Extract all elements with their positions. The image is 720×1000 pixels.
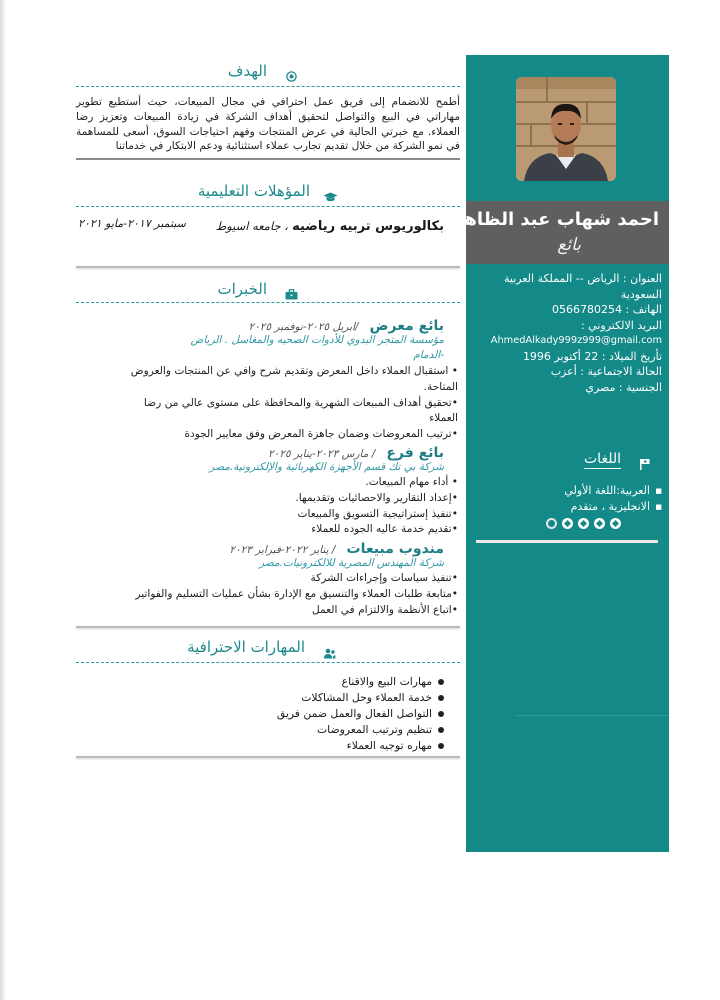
job-duties-list <box>76 571 458 618</box>
sidebar-divider <box>516 715 669 716</box>
language-item: ■ الانجليزية ، متقدم <box>474 499 662 515</box>
education-title: المؤهلات التعليمية <box>197 182 310 200</box>
skill-item: التواصل الفعال والعمل ضمن فريق <box>146 706 446 722</box>
objective-rule <box>76 86 460 87</box>
languages-list <box>474 483 662 515</box>
graduation-cap-icon <box>323 188 338 207</box>
rating-dot-filled <box>594 518 605 529</box>
address: العنوان : الرياض -- المملكة العربية السعودية <box>504 272 662 301</box>
languages-divider <box>476 540 658 543</box>
rating-dot-filled <box>578 518 589 529</box>
job-title: بائع <box>557 235 581 255</box>
contact-info <box>476 271 662 395</box>
skills-title: المهارات الاحترافية <box>187 638 305 656</box>
job-duty: •ترتيب المعروضات وضمان جاهزة المعرض وفق معايير الجودة <box>184 428 458 441</box>
education-bottom-rule <box>76 266 460 268</box>
rating-dot-filled <box>562 518 573 529</box>
skills-rule <box>76 662 460 663</box>
job-duty: المتاحة. <box>423 380 458 393</box>
company-name: مؤسسة المتجر البدوي للأدوات الصحيه والمغاسل . الرياض <box>190 334 444 346</box>
job-dates: / مارس ٢٠٢٣-يناير ٢٠٢٥ <box>268 448 376 460</box>
job-duty: العملاء <box>429 412 458 425</box>
experience-bottom-rule <box>76 626 460 628</box>
name-band <box>453 201 669 264</box>
job-duty: •تنفيذ سياسات وإجراءات الشركة <box>310 572 458 584</box>
job-duty: •تحقيق أهداف المبيعات الشهرية والمحافظة على مستوى عالي من رضا <box>143 396 458 409</box>
job-duties-list <box>76 475 458 538</box>
languages-header <box>466 451 669 475</box>
full-name: احمد شهاب عبد الظاهر <box>453 209 659 230</box>
job-duties-list <box>76 364 458 443</box>
skill-item: خدمة العملاء وحل المشاكلات <box>146 690 446 706</box>
experience-rule <box>76 302 460 303</box>
education-entry <box>216 219 444 234</box>
experience-header <box>76 280 460 304</box>
company-name: شركة بي تك قسم الأجهزة الكهربائية والإلكترونية.مصر <box>209 461 444 473</box>
target-icon <box>286 67 297 86</box>
objective-bottom-rule <box>76 158 460 160</box>
education-header <box>76 182 460 206</box>
sidebar <box>453 55 669 852</box>
skill-item: تنظيم وترتيب المعروضات <box>146 722 446 738</box>
education-rule <box>76 206 460 207</box>
objective-header <box>76 62 460 86</box>
skill-item: مهاره توجيه العملاء <box>146 738 446 754</box>
job-position: بائع فرع <box>386 445 444 461</box>
skills-bottom-rule <box>76 756 460 758</box>
experience-title: الخبرات <box>217 280 267 298</box>
phone: الهاتف : 0566780254 <box>552 303 662 316</box>
flag-icon <box>639 455 651 474</box>
profile-photo <box>516 77 616 181</box>
job-position: بائع معرض <box>369 318 444 334</box>
company-location: -الدمام <box>413 349 444 361</box>
job-duty: •متابعة طلبات العملاء والتنسيق مع الإدارة بشأن عمليات التسليم والفواتير <box>135 587 458 600</box>
job-duty: •تقديم خدمة عاليه الجوده للعملاء <box>311 523 458 536</box>
job-dates: /ابريل ٢٠٢٥-نوفمبر ٢٠٢٥ <box>248 321 359 333</box>
marital-status: الحالة الاجتماعية : أعزب <box>550 365 662 378</box>
skill-item: مهارات البيع والاقناع <box>146 674 446 690</box>
job-dates: / يناير ٢٠٢٢-فبراير ٢٠٢٣ <box>229 544 336 556</box>
rating-dot-empty <box>546 518 557 529</box>
degree: بكالوريوس تربيه رياضيه <box>292 219 444 234</box>
skills-list <box>146 674 446 754</box>
rating-dot-filled <box>610 518 621 529</box>
skills-header <box>76 638 460 662</box>
job-entry-2 <box>268 442 444 461</box>
education-dates: سبتمبر ٢٠١٧-مايو ٢٠٢١ <box>78 217 186 230</box>
objective-text: أطمح للانضمام إلى فريق عمل احترافي في مجال المبيعات، حيث أستطيع تطوير مهاراتي في البيع والتواصل لتحقيق أهداف الشركة في زيادة المبيعات وتعزيز رضا العملاء. مع خبرتي الحالية في عرض المنتجات وفهم احتياجات السوق، أسعى للمساهمة في نمو الشركة من خلال تقديم تجارب عملاء استثنائية ودعم الابتكار في خدماتنا <box>76 96 460 153</box>
languages-title: اللغات <box>584 451 621 467</box>
nationality: الجنسية : مصري <box>585 380 662 394</box>
email-label: البريد الالكتروني : <box>580 318 662 332</box>
birth-date: تأريخ الميلاد : 22 أكتوبر 1996 <box>522 349 662 363</box>
job-duty: • أداء مهام المبيعات. <box>365 476 458 488</box>
job-duty: •تنفيذ إستراتيجية التسويق والمبيعات <box>297 507 458 520</box>
objective-title: الهدف <box>227 62 267 80</box>
job-duty: •إعداد التقارير والاحصائيات وتقديمها. <box>295 491 458 504</box>
university: ، جامعه اسيوط <box>215 219 288 233</box>
email: AhmedAlkady999z999@gmail.com <box>490 335 662 346</box>
job-duty: • استقبال العملاء داخل المعرض وتقديم شرح وافي عن المنتجات والعروض <box>130 365 458 377</box>
company-name: شركة المهندس المصرية للالكترونيات.مصر <box>259 557 444 569</box>
job-entry-3 <box>229 538 444 557</box>
job-position: مندوب مبيعات <box>346 541 444 557</box>
job-entry-1 <box>249 315 444 334</box>
language-item: ■ العربية:اللغة الأولي <box>474 483 662 499</box>
job-duty: •اتباع الأنظمة والالتزام في العمل <box>312 603 458 616</box>
users-icon <box>323 644 336 663</box>
